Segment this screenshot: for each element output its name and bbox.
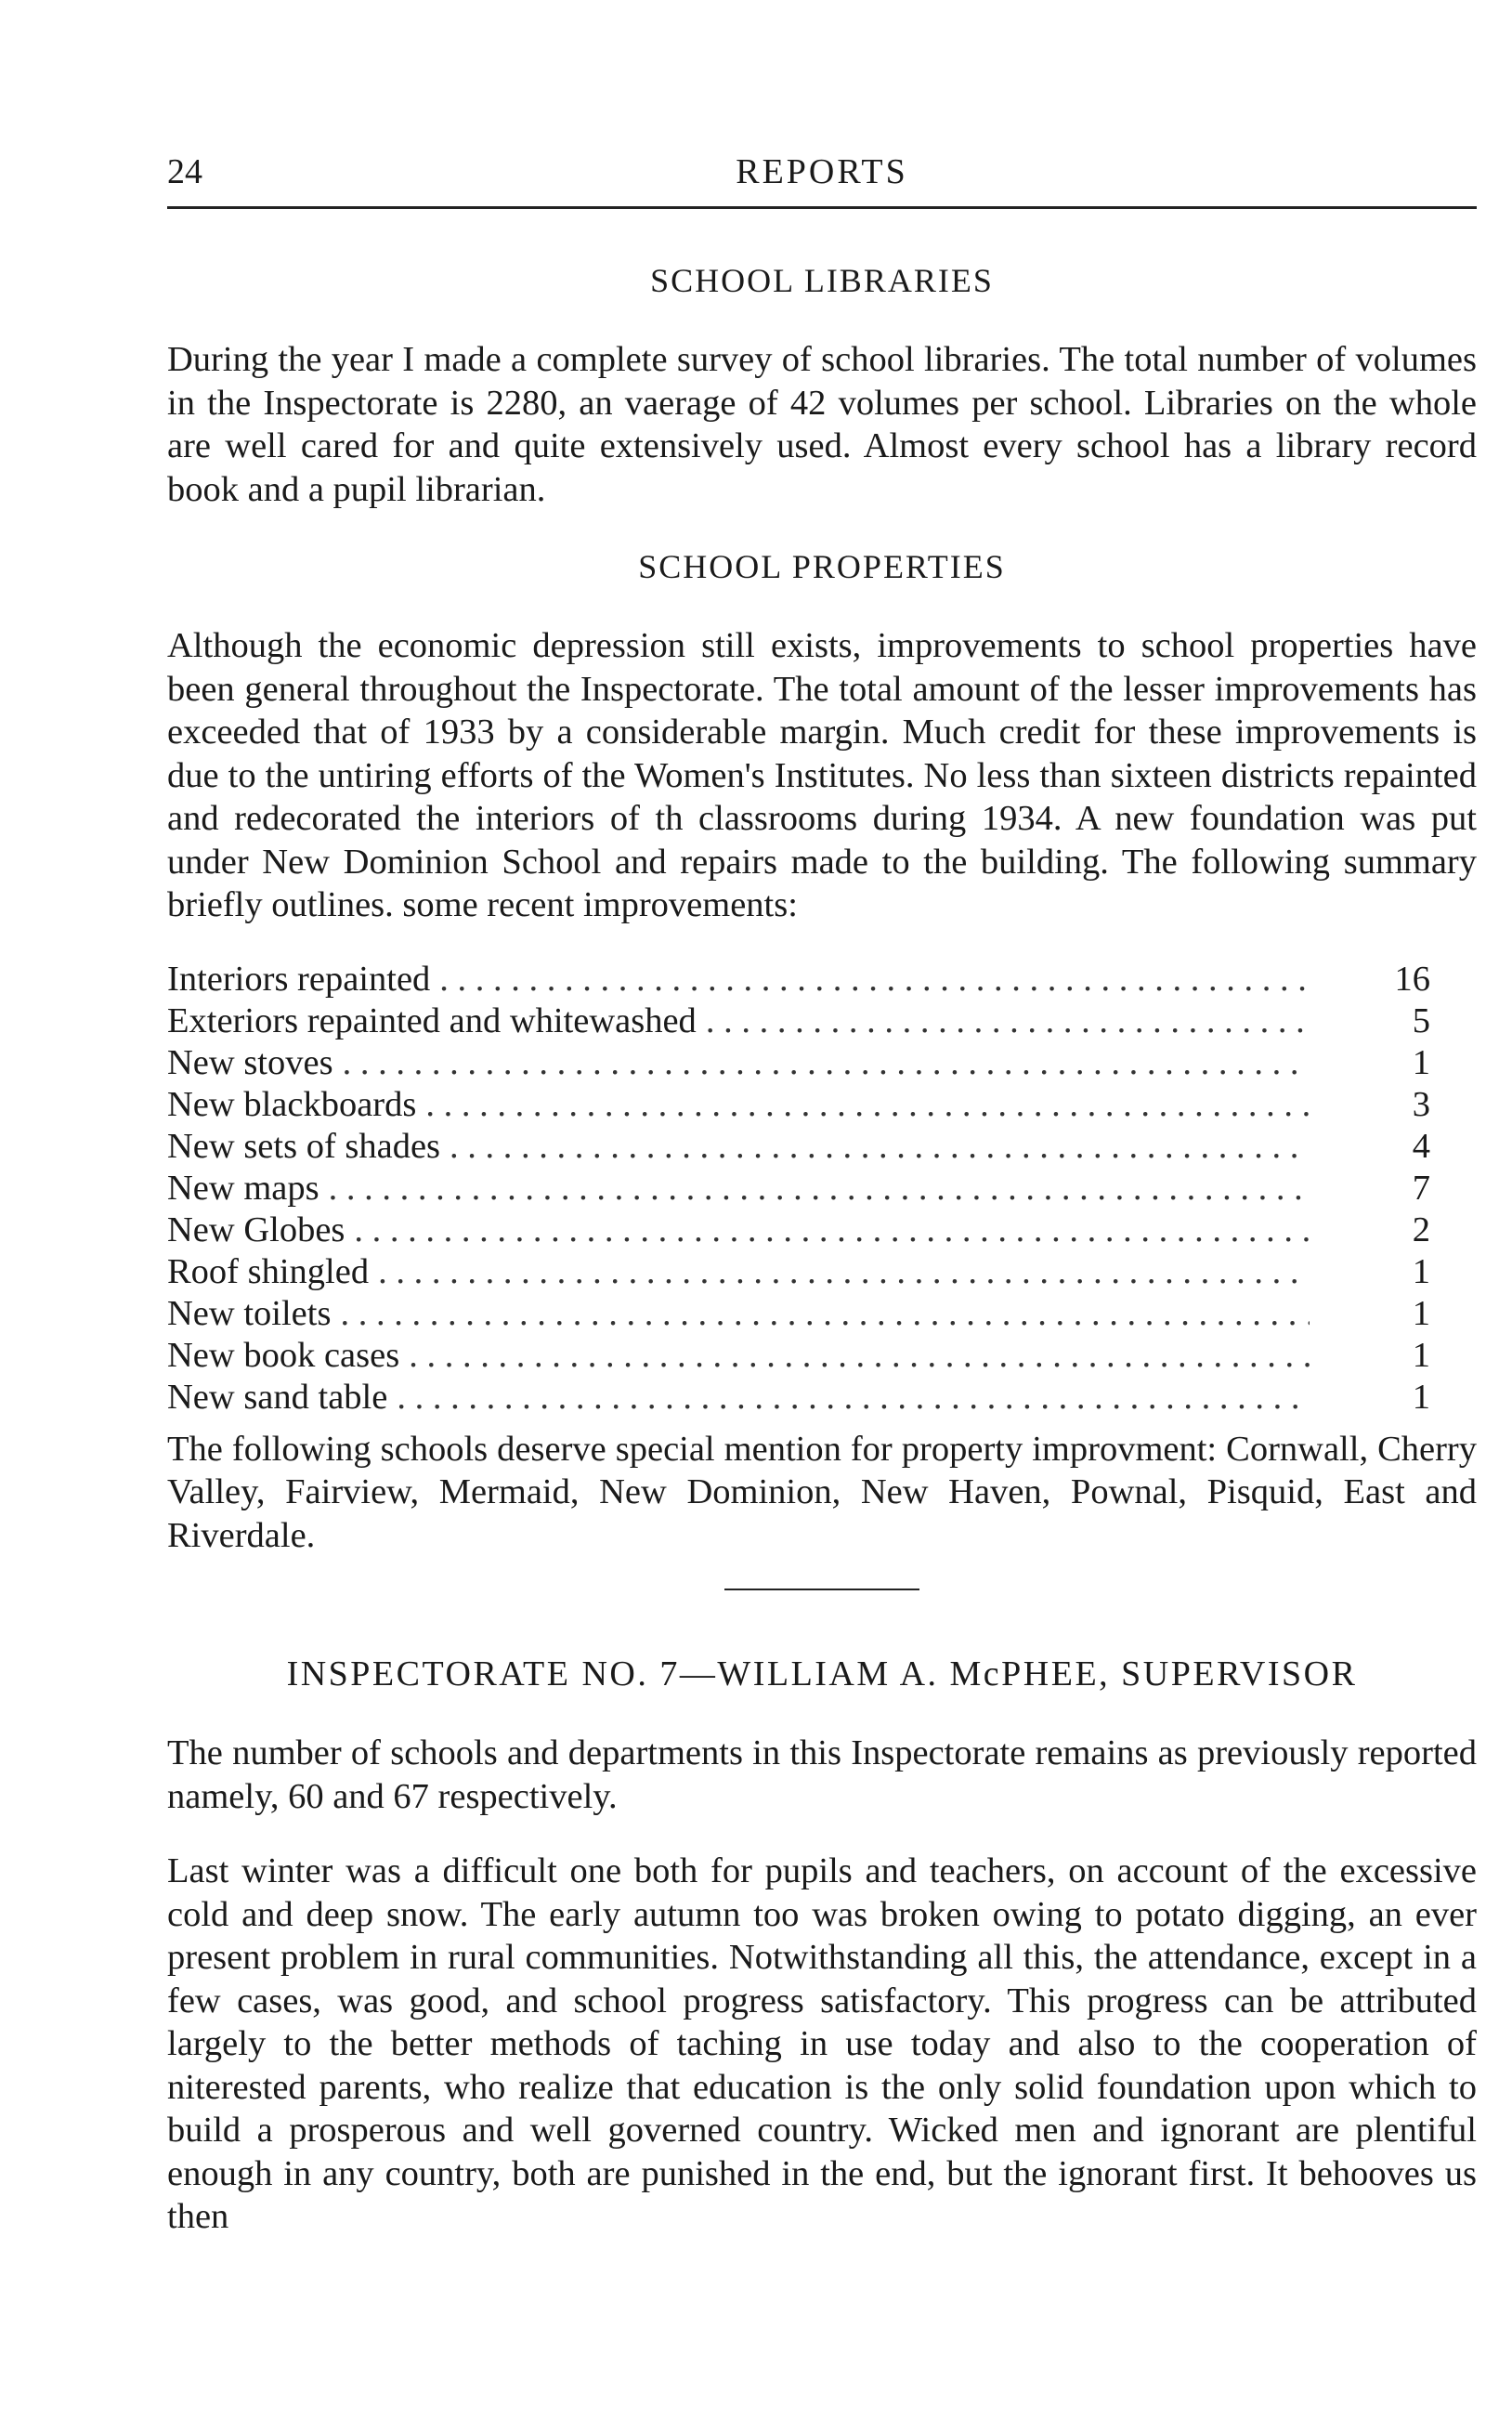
- list-item-label: New toilets: [167, 1293, 332, 1333]
- dot-leader: [450, 1126, 1310, 1168]
- list-item-label: Roof shingled: [167, 1251, 370, 1291]
- list-item-value: 4: [1412, 1126, 1430, 1166]
- list-item: [167, 959, 1477, 1000]
- list-item: [167, 1210, 1477, 1251]
- list-item-value: 1: [1412, 1293, 1430, 1333]
- dot-leader: [706, 1000, 1310, 1042]
- list-item-label: New maps: [167, 1168, 319, 1208]
- list-item-label: New sets of shades: [167, 1126, 441, 1166]
- inspectorate-paragraph-2: Last winter was a difficult one both for pupils and teachers, on account of the excessive cold and deep snow. The early autumn too was broken owing to potato digging, an ever present problem in rural communities. Notwithstanding all this, the attendance, except in a few cases, was good, and school progress satisfactory. This progress can be attributed largely to the better methods of taching in use today and also to the cooperation of niterested parents, who realize that education is the only solid foundation upon which to build a prosperous and well governed country. Wicked men and ignorant are plentiful enough in any country, both are punished in the end, but the ignorant first. It behooves us then: [167, 1851, 1477, 2236]
- list-item: [167, 1084, 1477, 1126]
- list-item-label: Exteriors repainted and whitewashed: [167, 1000, 697, 1040]
- section-title-school-libraries: SCHOOL LIBRARIES: [650, 262, 994, 299]
- properties-paragraph: Although the economic depression still exists, improvements to school properties have been general throughout the Inspectorate. The total amount of the lesser improvements has exceeded that of 1933 by a considerable margin. Much credit for these improvements is due to the untiring efforts of the Women's Institutes. No less than sixteen districts repainted and redecorated the interiors of th classrooms during 1934. A new foundation was put under New Dominion School and repairs made to the building. The following summary briefly outlines. some recent improvements:: [167, 626, 1477, 924]
- list-item: [167, 1042, 1477, 1084]
- list-item: [167, 1251, 1477, 1293]
- dot-leader: [354, 1210, 1310, 1251]
- list-item: [167, 1377, 1477, 1419]
- list-item: [167, 1000, 1477, 1042]
- inspectorate-paragraph-1: The number of schools and departments in this Inspectorate remains as previously reported namely, 60 and 67 respectively.: [167, 1733, 1477, 1816]
- list-item-value: 1: [1412, 1335, 1430, 1375]
- dot-leader: [439, 959, 1310, 1000]
- list-item-label: New sand table: [167, 1377, 388, 1417]
- section-title-inspectorate: INSPECTORATE NO. 7—WILLIAM A. McPHEE, SUPERVISOR: [286, 1654, 1358, 1693]
- list-item-value: 7: [1412, 1168, 1430, 1208]
- dot-leader: [378, 1251, 1310, 1293]
- dot-leader: [343, 1042, 1310, 1084]
- list-item: [167, 1335, 1477, 1377]
- list-item-label: New blackboards: [167, 1084, 417, 1124]
- page-header: [167, 149, 1477, 204]
- list-item-value: 16: [1394, 959, 1430, 999]
- list-item: [167, 1168, 1477, 1210]
- list-item: [167, 1293, 1477, 1335]
- page-content: [167, 256, 1477, 2270]
- libraries-paragraph: During the year I made a complete survey of school libraries. The total number of volumes in the Inspectorate is 2280, an vaerage of 42 volumes per school. Libraries on the whole are well cared for and quite extensively used. Almost every school has a library record book and a pupil librarian.: [167, 340, 1477, 509]
- section-title-school-properties: SCHOOL PROPERTIES: [638, 548, 1006, 585]
- dot-leader: [340, 1293, 1310, 1335]
- section-divider: [724, 1589, 919, 1590]
- list-item-value: 1: [1412, 1377, 1430, 1417]
- dot-leader: [397, 1377, 1310, 1419]
- dot-leader: [409, 1335, 1310, 1377]
- dot-leader: [329, 1168, 1310, 1210]
- list-item: [167, 1126, 1477, 1168]
- list-item-value: 1: [1412, 1251, 1430, 1291]
- list-item-label: New book cases: [167, 1335, 400, 1375]
- list-item-value: 1: [1412, 1042, 1430, 1082]
- list-item-value: 3: [1412, 1084, 1430, 1124]
- special-mention-paragraph: The following schools deserve special mention for property improvment: Cornwall, Cherry Valley, Fairview, Mermaid, New Dominion, New Haven, Pownal, Pisquid, East and Riverdale.: [167, 1429, 1477, 1555]
- dot-leader: [425, 1084, 1310, 1126]
- running-head: REPORTS: [736, 152, 908, 191]
- list-item-label: New stoves: [167, 1042, 333, 1082]
- list-item-label: Interiors repainted: [167, 959, 431, 999]
- list-item-value: 5: [1412, 1000, 1430, 1040]
- header-rule: [167, 206, 1477, 209]
- improvements-list: [167, 959, 1477, 1419]
- page-number: 24: [167, 152, 202, 191]
- list-item-label: New Globes: [167, 1210, 345, 1249]
- list-item-value: 2: [1412, 1210, 1430, 1249]
